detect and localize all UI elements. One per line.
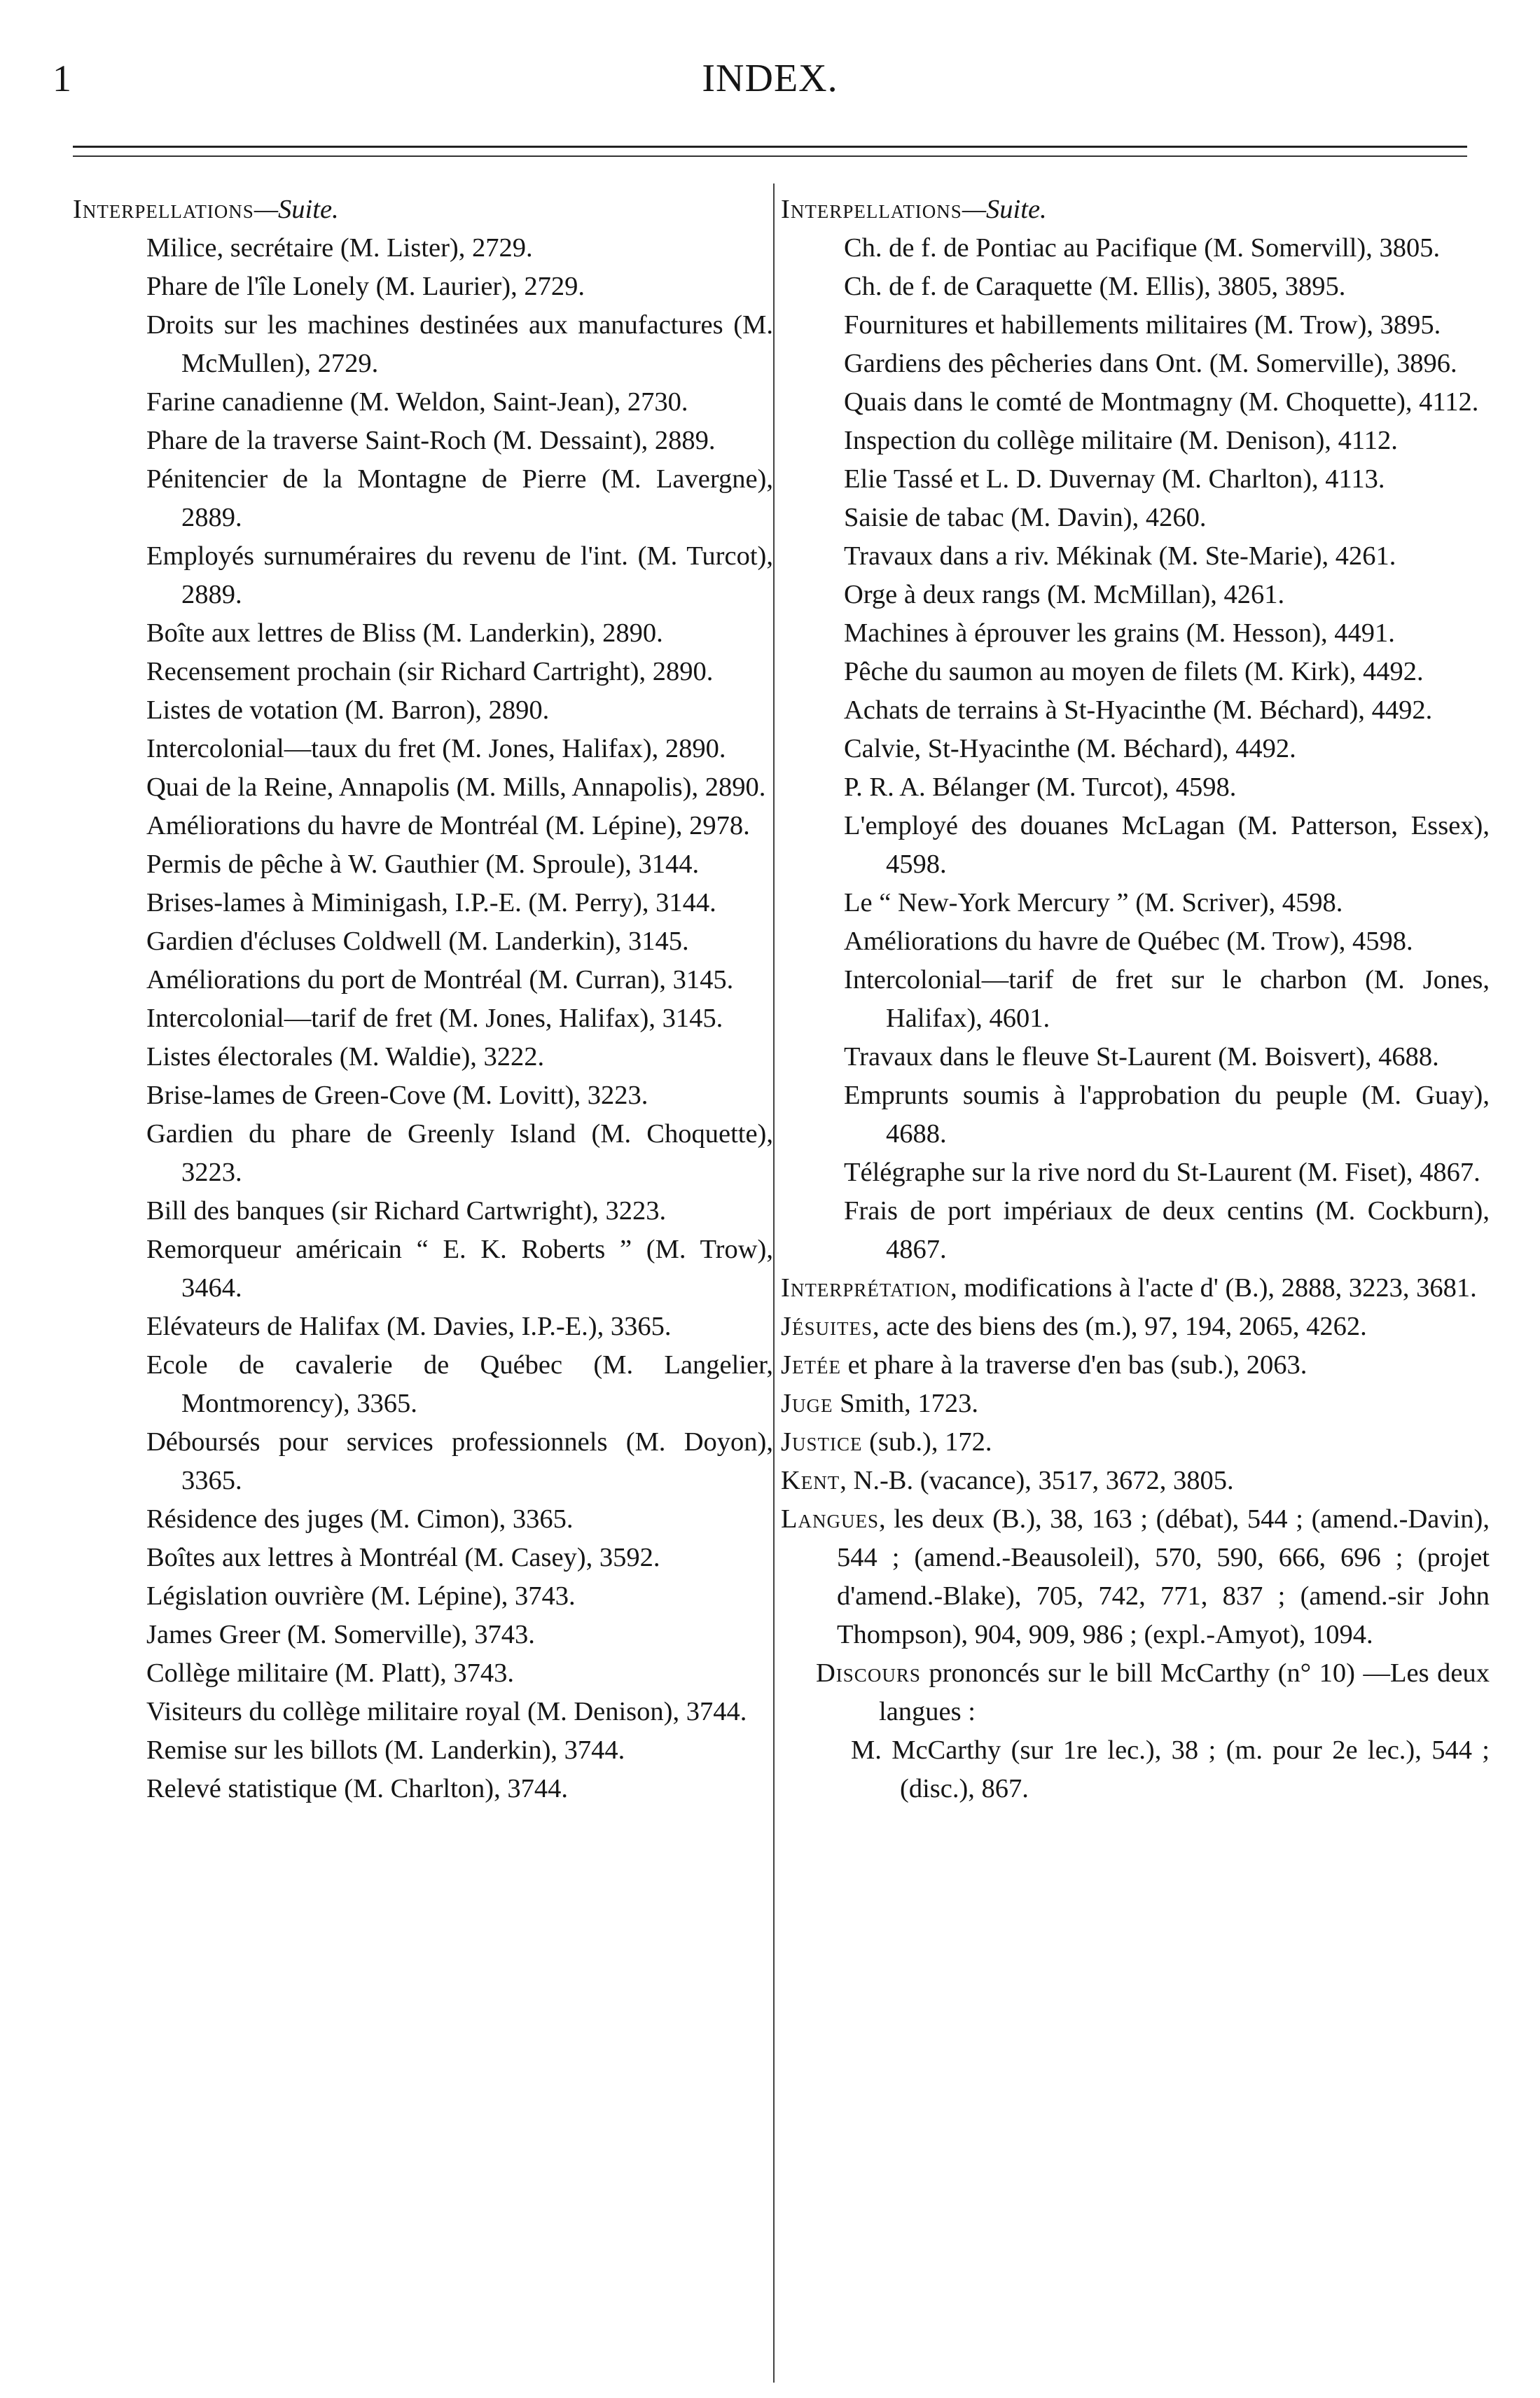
right-column xyxy=(781,190,1490,1808)
index-entry: Législation ouvrière (M. Lépine), 3743. xyxy=(146,1581,576,1611)
index-entry: Gardien du phare de Greenly Island (M. Choquette), 3223. xyxy=(146,1119,773,1187)
index-heading xyxy=(781,1500,1490,1654)
index-heading xyxy=(781,1385,1490,1423)
index-heading xyxy=(781,1346,1490,1385)
index-entry: Permis de pêche à W. Gauthier (M. Sproule), 3144. xyxy=(146,850,700,879)
index-entry: Phare de la traverse Saint-Roch (M. Dessaint), 2889. xyxy=(146,426,716,455)
index-heading-text: , N.-B. (vacance), 3517, 3672, 3805. xyxy=(840,1466,1234,1495)
right-entry-list xyxy=(781,229,1490,1269)
index-heading-word: Justice xyxy=(781,1427,863,1457)
index-entry: Listes de votation (M. Barron), 2890. xyxy=(146,695,550,725)
index-entry: Recensement prochain (sir Richard Cartright), 2890. xyxy=(146,657,714,686)
left-entry-list xyxy=(73,229,773,1808)
index-entry: Emprunts soumis à l'approbation du peuple (M. Guay), 4688. xyxy=(844,1081,1490,1149)
section-heading-word: Interpellations xyxy=(781,195,962,224)
index-entry: Achats de terrains à St-Hyacinthe (M. Béchard), 4492. xyxy=(844,695,1433,725)
index-entry: Améliorations du havre de Québec (M. Trow), 4598. xyxy=(844,927,1413,956)
section-heading-suffix: —Suite. xyxy=(254,195,339,224)
discours-heading-text: prononcés sur le bill McCarthy (n° 10) —Les deux langues : xyxy=(879,1658,1490,1726)
index-heading xyxy=(781,1308,1490,1346)
index-entry: Travaux dans a riv. Mékinak (M. Ste-Marie), 4261. xyxy=(844,541,1396,571)
index-entry: Intercolonial—taux du fret (M. Jones, Halifax), 2890. xyxy=(146,734,726,763)
index-entry: Quai de la Reine, Annapolis (M. Mills, Annapolis), 2890. xyxy=(146,772,766,802)
index-entry: Télégraphe sur la rive nord du St-Laurent (M. Fiset), 4867. xyxy=(844,1158,1480,1187)
index-entry: Elie Tassé et L. D. Duvernay (M. Charlton), 4113. xyxy=(844,464,1385,494)
page-title: INDEX. xyxy=(702,57,838,100)
index-entry: Saisie de tabac (M. Davin), 4260. xyxy=(844,503,1207,532)
index-heading xyxy=(781,1462,1490,1500)
discours-heading-word: Discours xyxy=(816,1658,921,1688)
page-number: 1 xyxy=(53,57,71,99)
index-entry: Employés surnuméraires du revenu de l'int. (M. Turcot), 2889. xyxy=(146,541,773,609)
index-entry: Brise-lames de Green-Cove (M. Lovitt), 3223. xyxy=(146,1081,648,1110)
index-entry: Visiteurs du collège militaire royal (M. Denison), 3744. xyxy=(146,1697,747,1726)
index-heading-word: Langues xyxy=(781,1504,880,1534)
index-entry: Le “ New-York Mercury ” (M. Scriver), 4598. xyxy=(844,888,1343,917)
index-entry: Brises-lames à Miminigash, I.P.-E. (M. Perry), 3144. xyxy=(146,888,716,917)
section-heading-word: Interpellations xyxy=(73,195,254,224)
index-entry: Relevé statistique (M. Charlton), 3744. xyxy=(146,1774,568,1803)
index-entry: Améliorations du havre de Montréal (M. Lépine), 2978. xyxy=(146,811,750,840)
header-rule-secondary xyxy=(73,155,1467,157)
index-entry: Intercolonial—tarif de fret sur le charbon (M. Jones, Halifax), 4601. xyxy=(844,965,1490,1033)
index-entry: Gardiens des pêcheries dans Ont. (M. Somerville), 3896. xyxy=(844,349,1457,378)
index-heading-word: Kent xyxy=(781,1466,840,1495)
index-entry: Listes électorales (M. Waldie), 3222. xyxy=(146,1042,545,1072)
index-entry: Remise sur les billots (M. Landerkin), 3744. xyxy=(146,1735,625,1765)
index-entry: Milice, secrétaire (M. Lister), 2729. xyxy=(146,233,533,263)
index-entry: Frais de port impériaux de deux centins (M. Cockburn), 4867. xyxy=(844,1196,1490,1264)
index-entry: James Greer (M. Somerville), 3743. xyxy=(146,1620,535,1649)
index-heading-list xyxy=(781,1269,1490,1654)
index-heading-text: Smith, 1723. xyxy=(833,1389,978,1418)
left-column xyxy=(73,190,773,1808)
index-entry: Machines à éprouver les grains (M. Hesson), 4491. xyxy=(844,618,1395,648)
index-entry: Déboursés pour services professionnels (M. Doyon), 3365. xyxy=(146,1427,773,1495)
index-heading-word: Jésuites xyxy=(781,1312,873,1341)
index-entry: Elévateurs de Halifax (M. Davies, I.P.-E.), 3365. xyxy=(146,1312,672,1341)
index-heading-word: Jetée xyxy=(781,1350,841,1380)
index-entry: Pêche du saumon au moyen de filets (M. Kirk), 4492. xyxy=(844,657,1424,686)
index-heading-word: Juge xyxy=(781,1389,833,1418)
index-entry: Droits sur les machines destinées aux manufactures (M. McMullen), 2729. xyxy=(146,310,773,378)
index-entry: Bill des banques (sir Richard Cartwright), 3223. xyxy=(146,1196,667,1226)
index-entry: Boîtes aux lettres à Montréal (M. Casey), 3592. xyxy=(146,1543,660,1572)
index-entry: Calvie, St-Hyacinthe (M. Béchard), 4492. xyxy=(844,734,1296,763)
index-heading-text: et phare à la traverse d'en bas (sub.), 2063. xyxy=(840,1350,1307,1380)
index-heading-text: , acte des biens des (m.), 97, 194, 2065, 4262. xyxy=(872,1312,1367,1341)
index-entry: Intercolonial—tarif de fret (M. Jones, Halifax), 3145. xyxy=(146,1004,723,1033)
column-divider xyxy=(773,183,775,2383)
discours-heading xyxy=(781,1654,1490,1731)
index-entry: Orge à deux rangs (M. McMillan), 4261. xyxy=(844,580,1285,609)
index-entry: Ecole de cavalerie de Québec (M. Langelier, Montmorency), 3365. xyxy=(146,1350,773,1418)
section-heading xyxy=(73,190,773,229)
index-entry: Farine canadienne (M. Weldon, Saint-Jean), 2730. xyxy=(146,387,688,417)
header-rule xyxy=(73,146,1467,148)
section-heading-continued xyxy=(781,190,1490,229)
index-entry: L'employé des douanes McLagan (M. Patterson, Essex), 4598. xyxy=(844,811,1490,879)
index-entry: Améliorations du port de Montréal (M. Curran), 3145. xyxy=(146,965,734,994)
index-entry: Collège militaire (M. Platt), 3743. xyxy=(146,1658,515,1688)
index-entry: Ch. de f. de Caraquette (M. Ellis), 3805, 3895. xyxy=(844,272,1346,301)
index-entry: P. R. A. Bélanger (M. Turcot), 4598. xyxy=(844,772,1237,802)
index-heading-text: , modifications à l'acte d' (B.), 2888, 3223, 3681. xyxy=(950,1273,1477,1303)
index-heading-text: (sub.), 172. xyxy=(862,1427,992,1457)
index-entry: Fournitures et habillements militaires (M. Trow), 3895. xyxy=(844,310,1441,340)
index-entry: Phare de l'île Lonely (M. Laurier), 2729. xyxy=(146,272,585,301)
index-heading-text: , les deux (B.), 38, 163 ; (débat), 544 ; (amend.-Davin), 544 ; (amend.-Beausoleil), 570, 590, 666, 696 ; (projet d'amend.-Blake), 705, 742, 771, 837 ; (amend.-sir John Thompson), 904, 909, 986 ; (expl.-Amyot), 1094. xyxy=(837,1504,1490,1649)
index-entry: Pénitencier de la Montagne de Pierre (M. Lavergne), 2889. xyxy=(146,464,773,532)
index-entry: Gardien d'écluses Coldwell (M. Landerkin), 3145. xyxy=(146,927,689,956)
index-heading-word: Interprétation xyxy=(781,1273,951,1303)
index-entry: Quais dans le comté de Montmagny (M. Choquette), 4112. xyxy=(844,387,1479,417)
index-entry: Ch. de f. de Pontiac au Pacifique (M. Somervill), 3805. xyxy=(844,233,1441,263)
index-entry: Boîte aux lettres de Bliss (M. Landerkin), 2890. xyxy=(146,618,663,648)
section-heading-suffix: —Suite. xyxy=(962,195,1047,224)
discours-entry: M. McCarthy (sur 1re lec.), 38 ; (m. pour 2e lec.), 544 ; (disc.), 867. xyxy=(851,1735,1490,1803)
index-entry: Travaux dans le fleuve St-Laurent (M. Boisvert), 4688. xyxy=(844,1042,1439,1072)
index-heading xyxy=(781,1423,1490,1462)
index-entry: Remorqueur américain “ E. K. Roberts ” (M. Trow), 3464. xyxy=(146,1235,773,1303)
index-heading xyxy=(781,1269,1490,1308)
index-entry: Inspection du collège militaire (M. Denison), 4112. xyxy=(844,426,1398,455)
index-entry: Résidence des juges (M. Cimon), 3365. xyxy=(146,1504,574,1534)
